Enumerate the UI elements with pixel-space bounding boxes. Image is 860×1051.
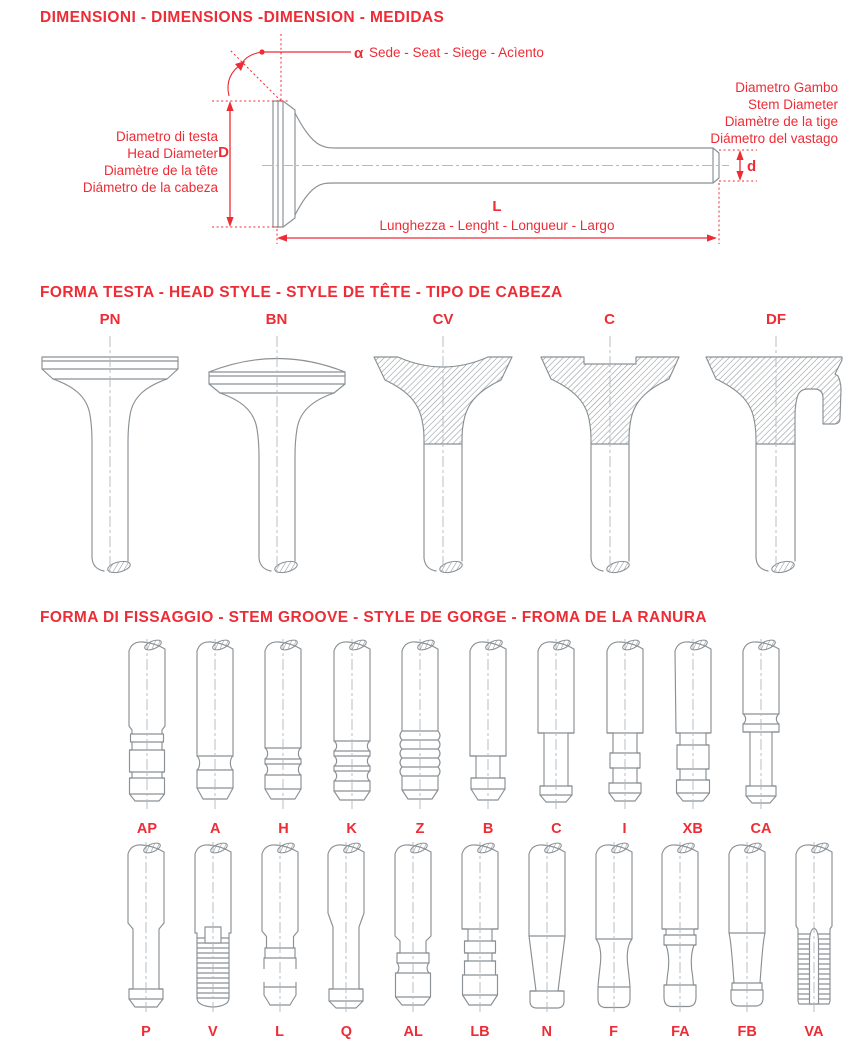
- stem-groove-label: LB: [470, 1024, 490, 1040]
- stem-groove-label: N: [541, 1024, 553, 1040]
- stem-diameter-line-2: Stem Diameter: [747, 97, 838, 112]
- stem-groove-F: [586, 841, 642, 1040]
- head-style-C-figure: [535, 332, 685, 576]
- stem-groove-label: CA: [750, 821, 772, 837]
- stem-groove-AL: [385, 841, 441, 1040]
- head-style-DF-figure: [701, 332, 851, 576]
- stem-groove-H-figure: [255, 638, 311, 810]
- stem-groove-CA-figure: [733, 638, 789, 810]
- stem-groove-Z-figure: [392, 638, 448, 810]
- stem-groove-label: AP: [136, 821, 158, 837]
- stem-grooves-row-1: [119, 638, 789, 837]
- head-style-PN-figure: [35, 332, 185, 576]
- stem-groove-label: FB: [737, 1024, 757, 1040]
- stem-groove-AP: [119, 638, 175, 837]
- stem-groove-L-figure: [252, 841, 308, 1013]
- head-style-label: BN: [265, 311, 288, 328]
- stem-groove-label: P: [141, 1024, 151, 1040]
- stem-groove-LB-figure: [452, 841, 508, 1013]
- stem-groove-N: [519, 841, 575, 1040]
- stem-groove-AP-figure: [119, 638, 175, 810]
- stem-groove-Z: [392, 638, 448, 837]
- head-style-BN: [202, 310, 352, 581]
- head-style-label: CV: [432, 311, 454, 328]
- stem-groove-VA: [786, 841, 842, 1040]
- stem-groove-XB-figure: [665, 638, 721, 810]
- stem-groove-label: FA: [671, 1024, 690, 1040]
- stem-groove-VA-figure: [786, 841, 842, 1013]
- stem-groove-FB: [719, 841, 775, 1040]
- stem-groove-label: B: [482, 821, 494, 837]
- head-style-DF: [701, 310, 851, 581]
- length-label: Lunghezza - Lenght - Longueur - Largo: [379, 218, 615, 233]
- stem-groove-label: A: [209, 821, 221, 837]
- stem-groove-AL-figure: [385, 841, 441, 1013]
- dimensions-title: DIMENSIONI - DIMENSIONS -DIMENSION - MEDIDAS: [40, 9, 445, 26]
- stem-groove-label: Z: [415, 821, 425, 837]
- head-diameter-line-4: Diámetro de la cabeza: [82, 180, 218, 195]
- stem-groove-A-figure: [187, 638, 243, 810]
- stem-groove-label: L: [275, 1024, 285, 1040]
- stem-groove-label: H: [278, 821, 289, 837]
- stem-groove-label: AL: [403, 1024, 423, 1040]
- dimension-labels: [83, 45, 839, 233]
- head-diameter-line-3: Diamètre de la tête: [103, 163, 218, 178]
- head-style-BN-figure: [202, 332, 352, 576]
- stem-groove-F-figure: [586, 841, 642, 1013]
- stem-groove-H: [255, 638, 311, 837]
- stem-groove-K: [324, 638, 380, 837]
- stem-groove-Q: [318, 841, 374, 1040]
- stem-diameter-line-1: Diametro Gambo: [735, 80, 838, 95]
- stem-groove-V-figure: [185, 841, 241, 1013]
- head-style-label: C: [604, 311, 615, 328]
- stem-groove-label: Q: [340, 1024, 353, 1040]
- head-style-label: DF: [766, 311, 786, 328]
- stem-groove-CA: [733, 638, 789, 837]
- valve-dimension-diagram: [0, 0, 860, 262]
- stem-groove-label: C: [551, 821, 562, 837]
- stem-groove-label: XB: [682, 821, 703, 837]
- stem-groove-XB: [665, 638, 721, 837]
- head-style-CV: [368, 310, 518, 581]
- stem-groove-L: [252, 841, 308, 1040]
- stem-groove-V: [185, 841, 241, 1040]
- stem-groove-A: [187, 638, 243, 837]
- stem-groove-FA: [652, 841, 708, 1040]
- stem-groove-LB: [452, 841, 508, 1040]
- stem-groove-B-figure: [460, 638, 516, 810]
- stem-groove-P-figure: [118, 841, 174, 1013]
- head-style-label: PN: [99, 311, 121, 328]
- alpha-symbol: α: [354, 45, 364, 62]
- stem-groove-C-figure: [528, 638, 584, 810]
- seat-label: Sede - Seat - Siege - Acìento: [369, 45, 544, 60]
- stem-groove-label: K: [346, 821, 357, 837]
- stem-groove-I: [597, 638, 653, 837]
- head-diameter-line-2: Head Diameter: [127, 146, 218, 161]
- stem-groove-label: F: [609, 1024, 618, 1040]
- head-diameter-line-1: Diametro di testa: [115, 129, 218, 144]
- stem-grooves-row-2: [118, 841, 842, 1040]
- stem-diameter-line-3: Diamètre de la tige: [724, 114, 838, 129]
- stem-groove-FA-figure: [652, 841, 708, 1013]
- stem-diameter-symbol: d: [747, 158, 757, 175]
- stem-groove-C: [528, 638, 584, 837]
- stem-groove-label: VA: [804, 1024, 824, 1040]
- stem-groove-label: I: [622, 821, 627, 837]
- head-diameter-symbol: D: [218, 144, 229, 161]
- stem-groove-B: [460, 638, 516, 837]
- head-style-CV-figure: [368, 332, 518, 576]
- stem-groove-N-figure: [519, 841, 575, 1013]
- head-styles-title: FORMA TESTA - HEAD STYLE - STYLE DE TÊTE - TIPO DE CABEZA: [40, 284, 563, 301]
- head-styles-row: [35, 310, 851, 581]
- stem-groove-label: V: [207, 1024, 218, 1040]
- stem-diameter-line-4: Diámetro del vastago: [710, 131, 838, 146]
- stem-groove-FB-figure: [719, 841, 775, 1013]
- dimension-annotations: [212, 34, 757, 244]
- head-style-C: [535, 310, 685, 581]
- head-style-PN: [35, 310, 185, 581]
- stem-grooves-title: FORMA DI FISSAGGIO - STEM GROOVE - STYLE DE GORGE - FROMA DE LA RANURA: [40, 609, 707, 626]
- stem-groove-Q-figure: [318, 841, 374, 1013]
- length-symbol: L: [492, 198, 502, 215]
- stem-groove-I-figure: [597, 638, 653, 810]
- stem-groove-K-figure: [324, 638, 380, 810]
- stem-groove-P: [118, 841, 174, 1040]
